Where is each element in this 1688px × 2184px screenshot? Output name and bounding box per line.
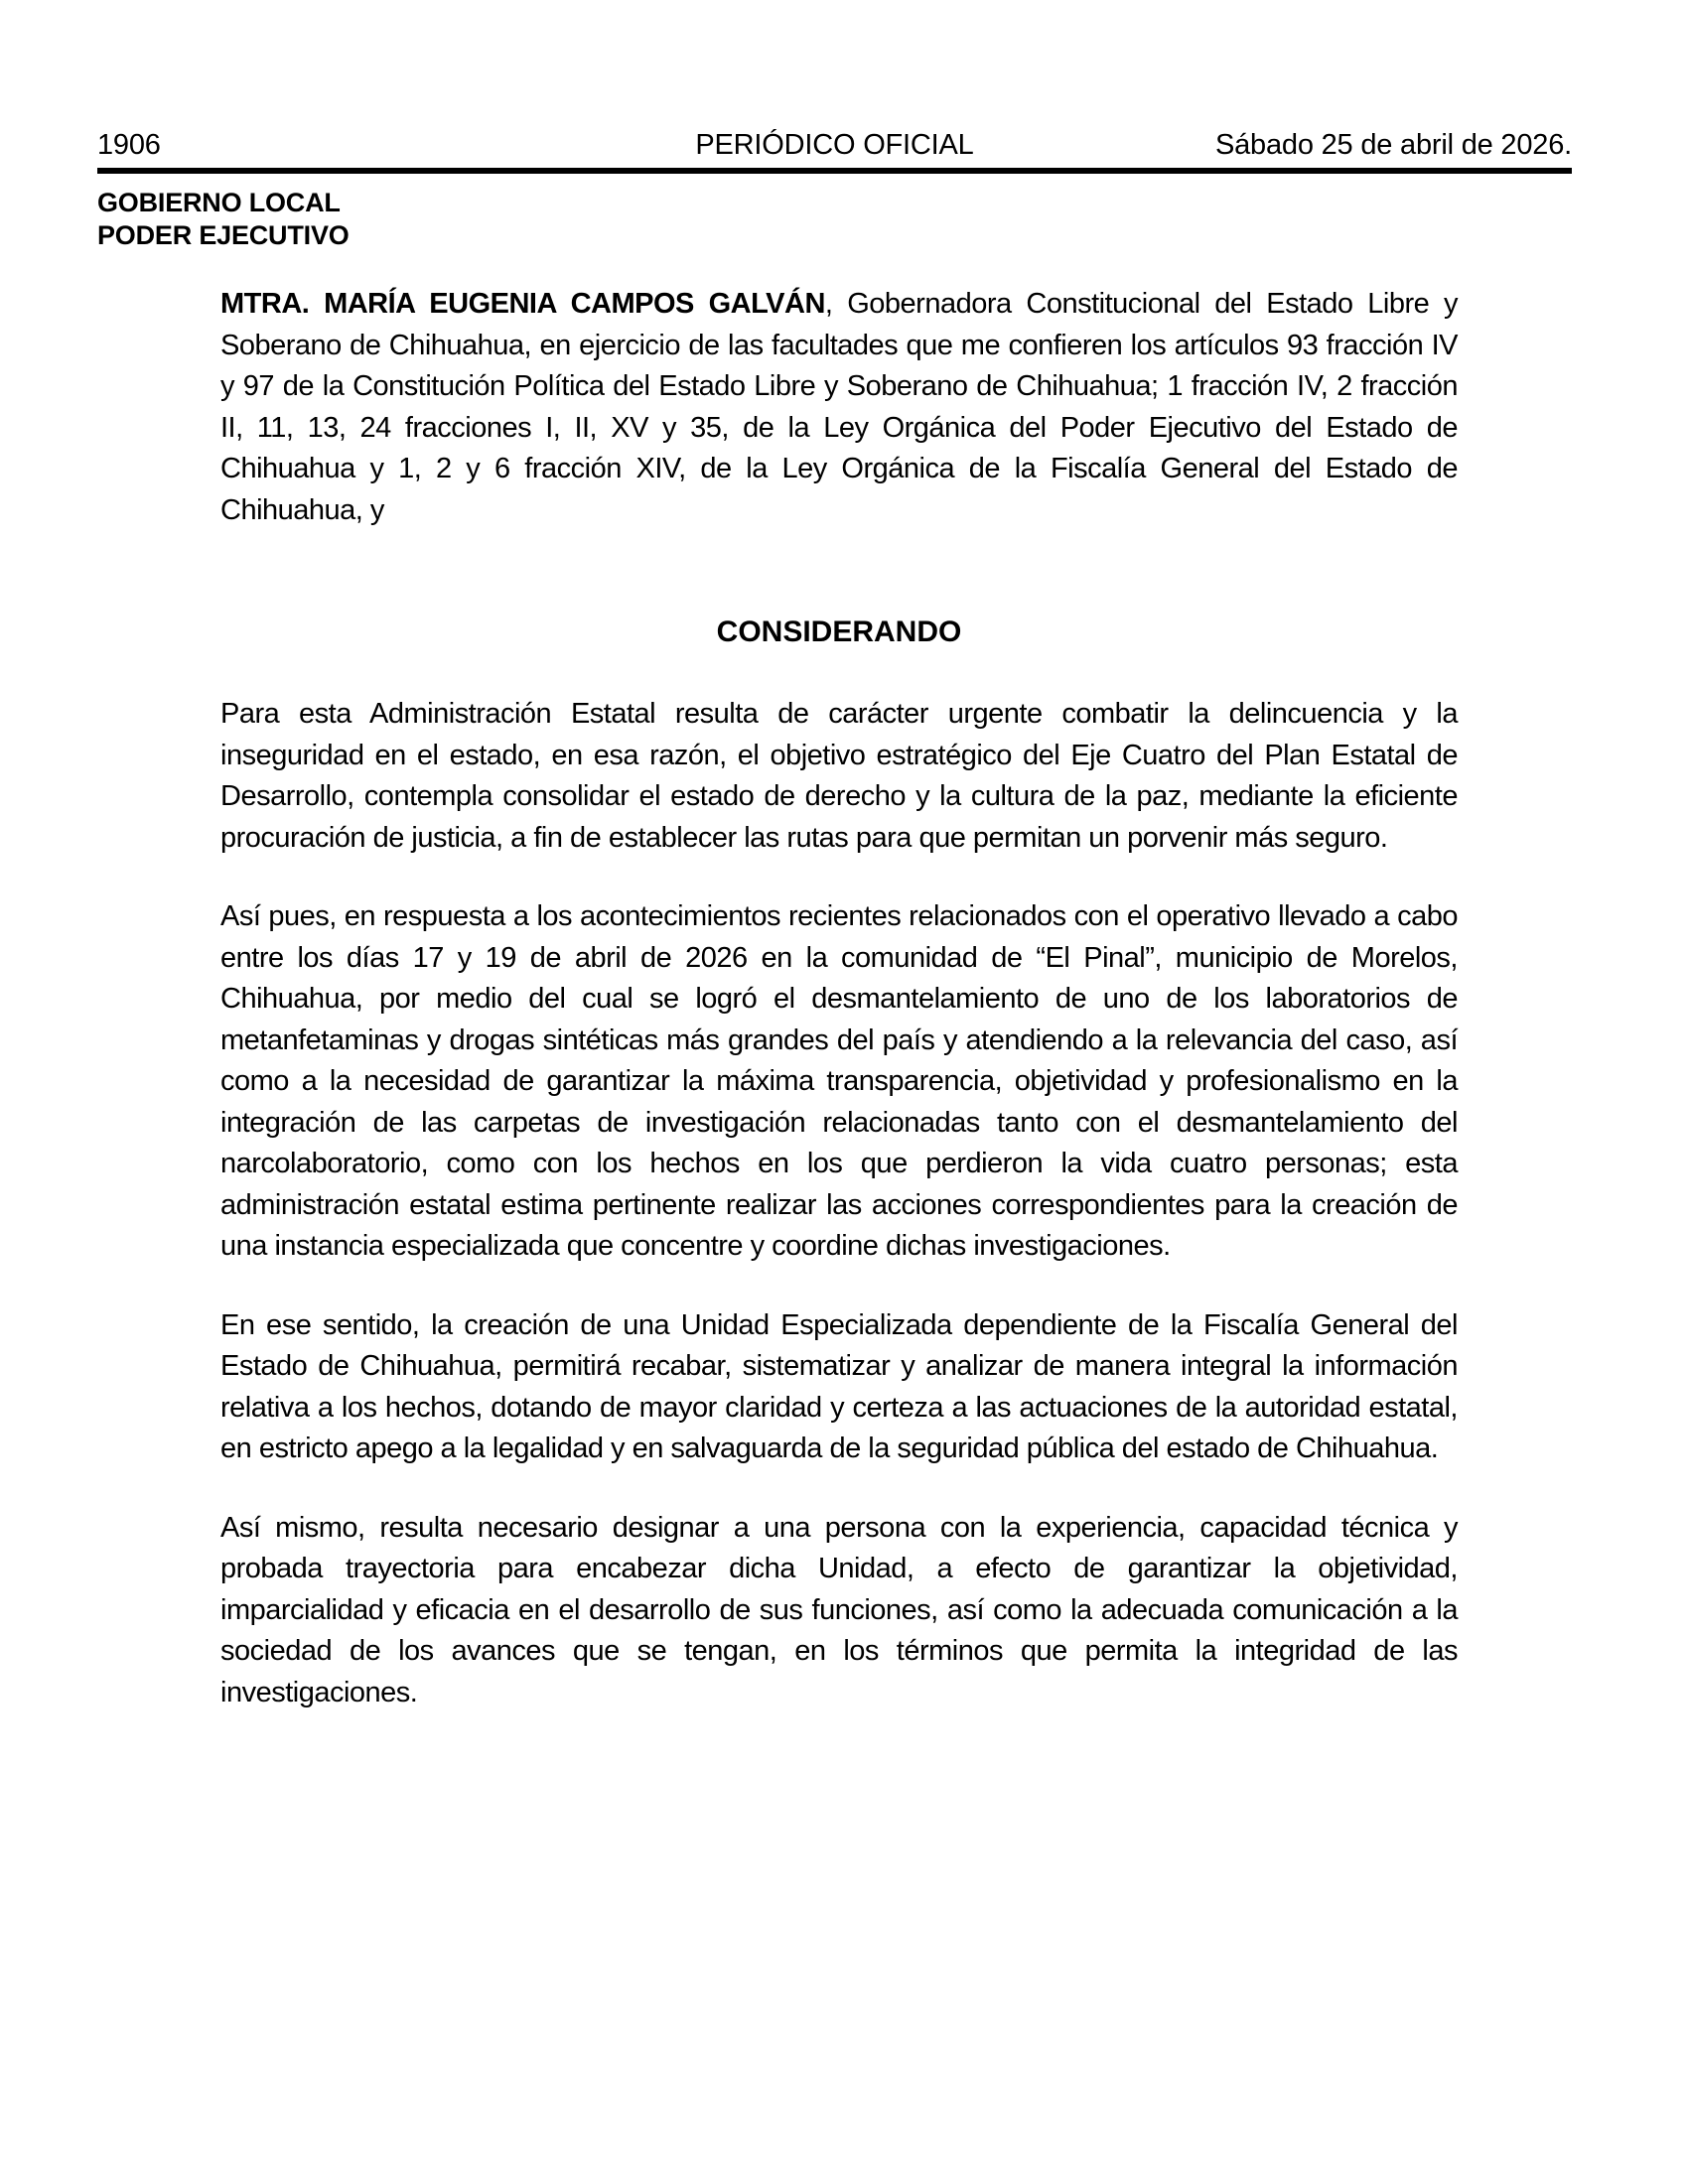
page-header (97, 125, 1572, 174)
section-heading (97, 187, 350, 252)
government-level-label: GOBIERNO LOCAL (97, 188, 341, 217)
considerando-heading: CONSIDERANDO (716, 615, 962, 648)
issuer-paragraph (220, 284, 1458, 531)
publication-title: PERIÓDICO OFICIAL (695, 129, 974, 161)
considerando-paragraph-2: Así pues, en respuesta a los acontecimientos recientes relacionados con el operativo llevado a cabo entre los días 17 y 19 de abril de 2026 en la comunidad de “El Pinal”, municipio de Morelos, Chihuahua, por medio del cual se logró el desmantelamiento de uno de los laboratorios de metanfetaminas y drogas sintéticas más grandes del país y atendiendo a la relevancia del caso, así como a la necesidad de garantizar la máxima transparencia, objetividad y profesionalismo en la integración de las carpetas de investigación relacionadas tanto con el desmantelamiento del narcolaboratorio, como con los hechos en los que perdieron la vida cuatro personas; esta administración estatal estima pertinente realizar las acciones correspondientes para la creación de una instancia especializada que concentre y coordine dichas investigaciones. (220, 900, 1458, 1262)
header-date: Sábado 25 de abril de 2026. (1214, 129, 1572, 161)
page-number: 1906 (97, 129, 161, 161)
issuer-text: , Gobernadora Constitucional del Estado Libre y Soberano de Chihuahua, en ejercicio de las facultades que me confieren los artículos 93 fracción IV y 97 de la Constitución Política del Estado Libre y Soberano de Chihuahua; 1 fracción IV, 2 fracción II, 11, 13, 24 fracciones I, II, XV y 35, de la Ley Orgánica del Poder Ejecutivo del Estado de Chihuahua y 1, 2 y 6 fracción XIV, de la Ley Orgánica de la Fiscalía General del Estado de Chihuahua, y (220, 288, 1459, 526)
issuer-name: MTRA. MARÍA EUGENIA CAMPOS GALVÁN (220, 288, 825, 320)
considerando-paragraph-3: En ese sentido, la creación de una Unidad Especializada dependiente de la Fiscalía General del Estado de Chihuahua, permitirá recabar, sistematizar y analizar de manera integral la información relativa a los hechos, dotando de mayor claridad y certeza a las actuaciones de la autoridad estatal, en estricto apego a la legalidad y en salvaguarda de la seguridad pública del estado de Chihuahua. (220, 1308, 1458, 1464)
considerando-paragraph-4: Así mismo, resulta necesario designar a una persona con la experiencia, capacidad técnica y probada trayectoria para encabezar dicha Unidad, a efecto de garantizar la objetividad, imparcialidad y eficacia en el desarrollo de sus funciones, así como la adecuada comunicación a la sociedad de los avances que se tengan, en los términos que permita la integridad de las investigaciones. (220, 1511, 1458, 1708)
considerando-paragraph-1: Para esta Administración Estatal resulta de carácter urgente combatir la delincuencia y la inseguridad en el estado, en esa razón, el objetivo estratégico del Eje Cuatro del Plan Estatal de Desarrollo, contempla consolidar el estado de derecho y la cultura de la paz, mediante la eficiente procuración de justicia, a fin de establecer las rutas para que permitan un porvenir más seguro. (220, 698, 1458, 854)
document-body (220, 284, 1458, 1751)
branch-label: PODER EJECUTIVO (97, 220, 350, 250)
